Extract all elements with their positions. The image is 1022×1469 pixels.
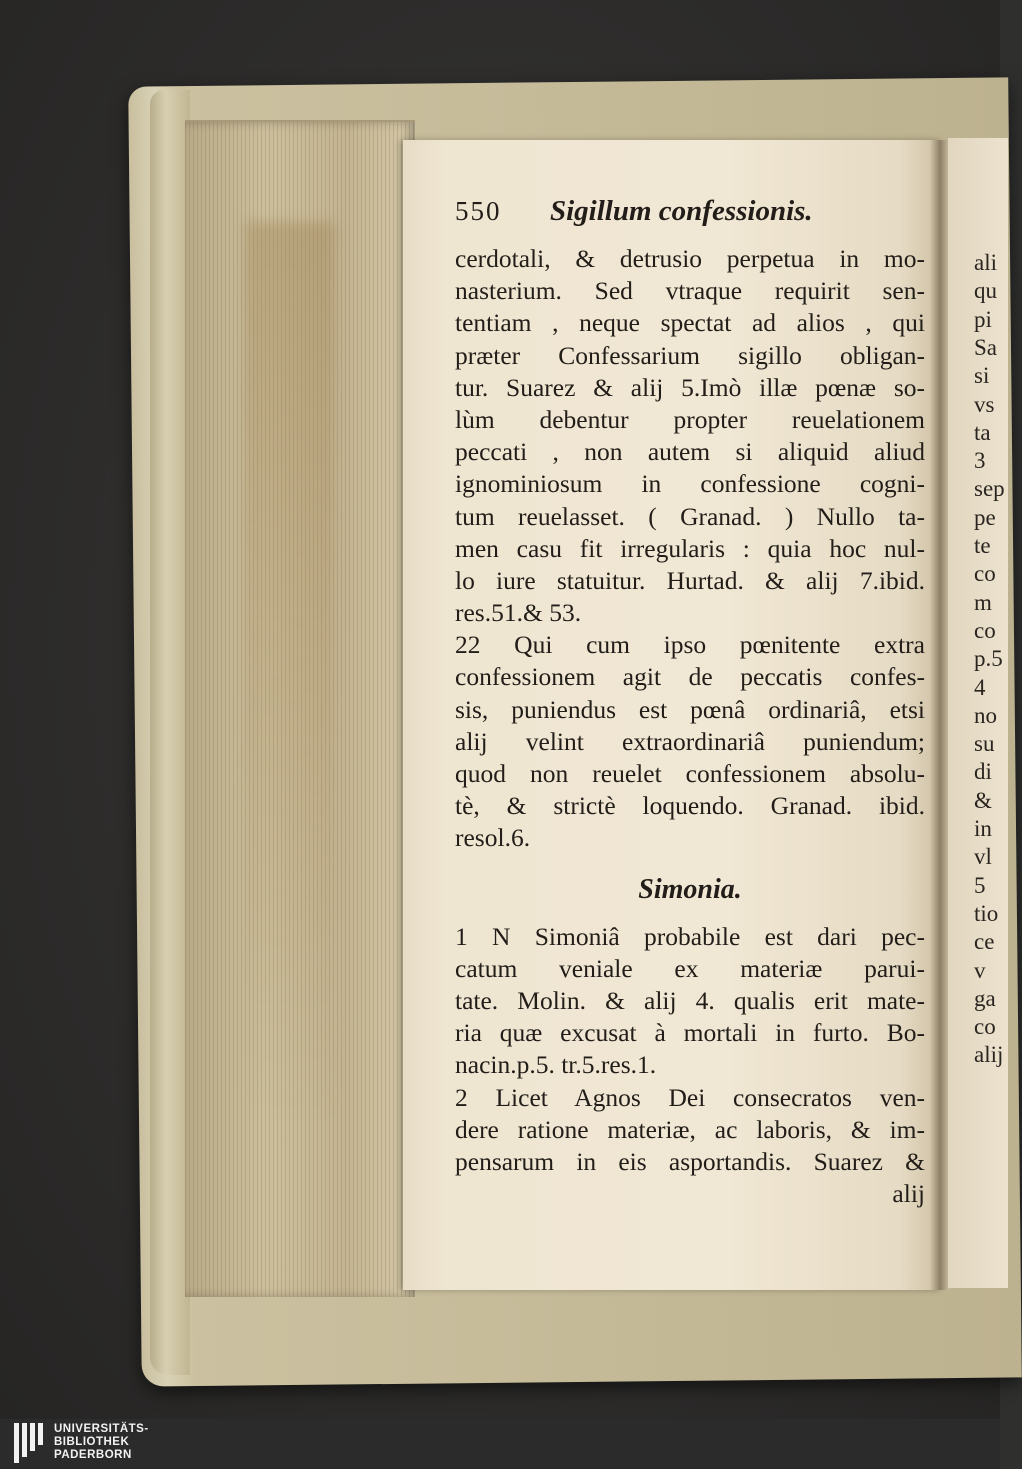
facing-text-fragment: pi xyxy=(974,306,992,332)
facing-text-fragment: te xyxy=(974,533,991,558)
facing-text-fragment: vl xyxy=(974,844,992,870)
text-line: præter Confessarium sigillo obligan- xyxy=(455,340,925,370)
page-text xyxy=(455,195,925,1210)
text-line: men casu fit irregularis : quia hoc nul- xyxy=(455,533,925,563)
page-number: 550 xyxy=(455,196,502,226)
facing-text-fragment: qu xyxy=(974,278,997,304)
section-text xyxy=(455,921,925,1179)
body-text xyxy=(455,243,925,855)
text-line: lùm debentur propter reuelationem xyxy=(455,404,925,434)
text-line: 1 N Simoniâ probabile est dari pec- xyxy=(455,921,925,951)
text-line: tate. Molin. & alij 4. qualis erit mate- xyxy=(455,985,925,1015)
facing-text-fragment: sep xyxy=(974,476,1005,502)
text-line: quod non reuelet confessionem absolu- xyxy=(455,759,925,788)
text-line: nacin.p.5. tr.5.res.1. xyxy=(455,1050,657,1080)
text-line: res.51.& 53. xyxy=(455,598,582,628)
facing-text-fragment: & xyxy=(974,787,992,813)
text-line: tur. Suarez & alij 5.Imò illæ pœnæ so- xyxy=(455,372,925,402)
text-line: tum reuelasset. ( Granad. ) Nullo ta- xyxy=(455,501,925,531)
library-name-line1: UNIVERSITÄTS- xyxy=(54,1423,149,1435)
facing-text-fragment: si xyxy=(974,363,990,389)
facing-text-fragment: p.5 xyxy=(974,646,1003,672)
library-name-line2: BIBLIOTHEK xyxy=(54,1436,130,1448)
facing-text-fragment: pe xyxy=(974,504,996,530)
page-block-edge xyxy=(185,120,415,1297)
text-line: catum veniale ex materiæ parui- xyxy=(455,953,925,983)
library-footer xyxy=(0,1419,1000,1469)
text-line: tè, & strictè loquendo. Granad. ibid. xyxy=(455,791,925,821)
text-line: 2 Licet Agnos Dei consecratos ven- xyxy=(455,1082,925,1112)
running-head: Sigillum confessionis. xyxy=(550,195,813,227)
text-line: cerdotali, & detrusio perpetua in mo- xyxy=(455,244,925,273)
facing-text-fragment: Sa xyxy=(974,334,997,360)
facing-text-fragment: ta xyxy=(974,419,991,445)
facing-text-fragment: 3 xyxy=(974,448,986,474)
facing-text-fragment: ce xyxy=(974,929,995,955)
library-logo-icon xyxy=(14,1423,46,1463)
facing-text-fragment: m xyxy=(974,589,992,615)
text-line: dere ratione materiæ, ac laboris, & im- xyxy=(455,1114,925,1144)
facing-text-fragment: alij xyxy=(974,1042,1004,1068)
library-name-line3: PADERBORN xyxy=(54,1449,132,1461)
section-title: Simonia. xyxy=(638,873,742,905)
facing-text-fragment: 4 xyxy=(974,674,986,700)
text-line: resol.6. xyxy=(455,823,531,853)
facing-text-fragment: in xyxy=(974,816,992,841)
facing-text-fragment: su xyxy=(974,731,995,757)
text-line: ria quæ excusat à mortali in furto. Bo- xyxy=(455,1018,925,1048)
facing-text-fragment: vs xyxy=(974,391,995,417)
facing-text-fragment: no xyxy=(974,702,997,728)
text-line: nasterium. Sed vtraque requirit sen- xyxy=(455,276,925,306)
text-line: confessionem agit de peccatis confes- xyxy=(455,662,925,692)
text-line: peccati , non autem si aliquid aliud xyxy=(455,437,925,467)
facing-text-fragment: ali xyxy=(974,250,997,275)
facing-text-fragment: co xyxy=(974,1014,996,1040)
facing-text-fragment: tio xyxy=(974,900,999,926)
facing-text-fragment: ga xyxy=(974,985,996,1011)
book-spine xyxy=(150,90,190,1375)
facing-text-fragment: 5 xyxy=(974,872,986,898)
gutter xyxy=(930,140,950,1290)
facing-page xyxy=(948,138,1008,1288)
text-line: alij velint extraordinariâ puniendum; xyxy=(455,726,925,756)
text-line: sis, puniendus est pœnâ ordinariâ, etsi xyxy=(455,694,925,724)
text-line: ignominiosum in confessione cogni- xyxy=(455,469,925,499)
text-line: pensarum in eis asportandis. Suarez & xyxy=(455,1146,925,1176)
text-line: 22 Qui cum ipso pœnitente extra xyxy=(455,630,925,660)
text-line: tentiam , neque spectat ad alios , qui xyxy=(455,308,925,338)
catchword: alij xyxy=(892,1179,925,1209)
facing-text-fragment: v xyxy=(974,957,986,983)
page-header xyxy=(455,195,925,243)
facing-text-fragment: co xyxy=(974,617,996,643)
library-name xyxy=(54,1423,149,1462)
facing-text-fragment: co xyxy=(974,561,996,587)
facing-text-fragment: di xyxy=(974,759,992,785)
text-line: lo iure statuitur. Hurtad. & alij 7.ibid. xyxy=(455,565,925,595)
